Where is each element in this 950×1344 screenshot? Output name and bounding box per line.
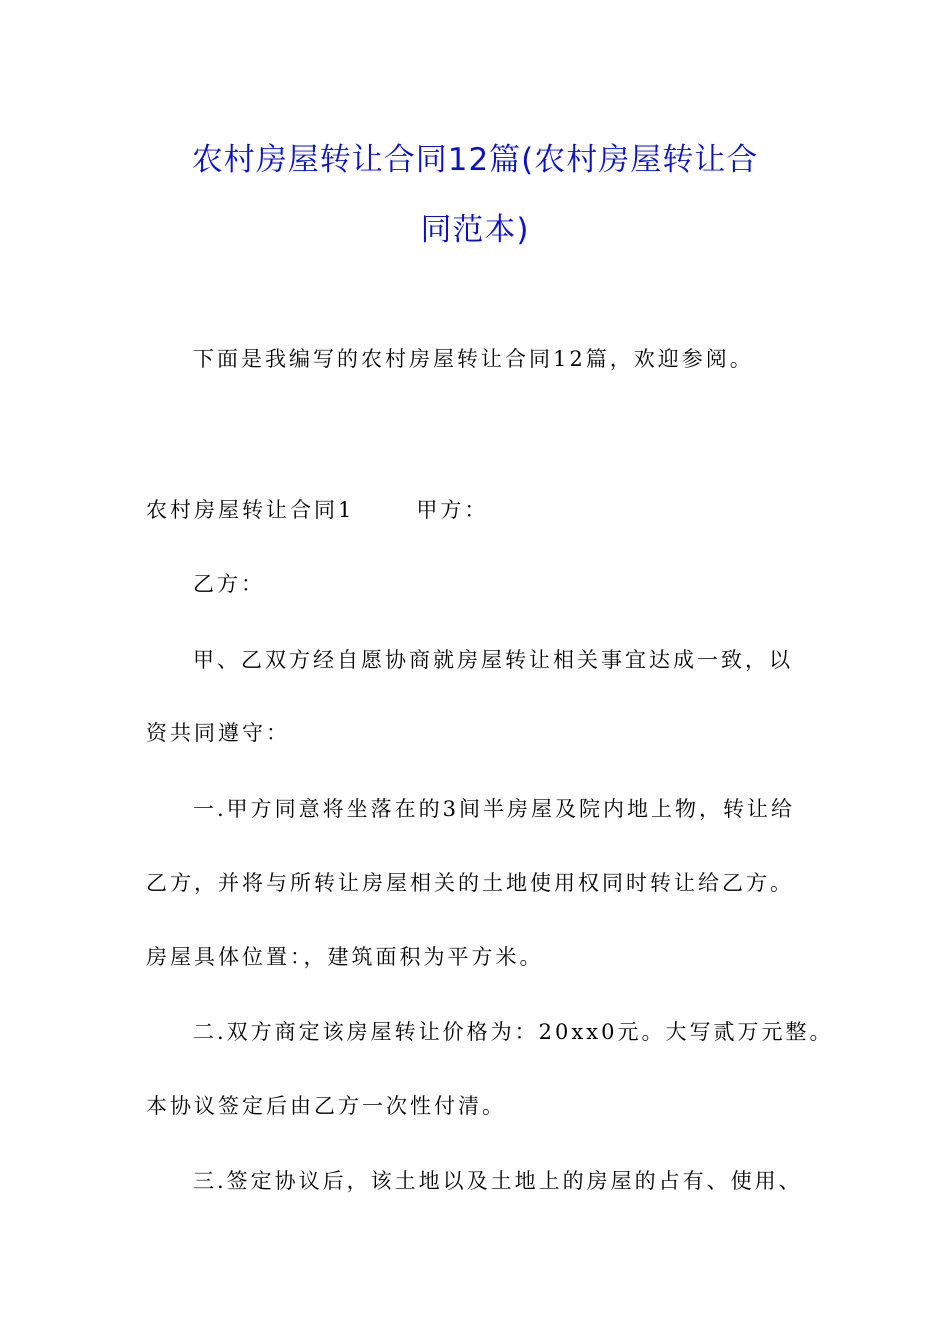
clause-three-line: 三.签定协议后，该土地以及土地上的房屋的占有、使用、 (193, 1169, 803, 1193)
body-line: 甲、乙双方经自愿协商就房屋转让相关事宜达成一致，以 (193, 648, 793, 672)
clause-two-line: 二.双方商定该房屋转让价格为：20xx0元。大写贰万元整。 (193, 1020, 834, 1044)
clause-one-line: 房屋具体位置：，建筑面积为平方米。 (146, 945, 544, 969)
contract-heading: 农村房屋转让合同1 (146, 498, 355, 522)
clause-one-line: 乙方，并将与所转让房屋相关的土地使用权同时转让给乙方。 (146, 871, 794, 895)
clause-two-line: 本协议签定后由乙方一次性付清。 (146, 1094, 506, 1118)
body-line: 资共同遵守： (146, 721, 290, 745)
party-b-label: 乙方： (193, 572, 265, 596)
document-title-line-1: 农村房屋转让合同12篇(农村房屋转让合 (191, 142, 759, 178)
intro-paragraph: 下面是我编写的农村房屋转让合同12篇，欢迎参阅。 (193, 347, 754, 371)
contract-heading-row (146, 495, 488, 525)
document-title-line-2: 同范本) (420, 212, 530, 248)
party-a-label: 甲方： (416, 498, 489, 522)
clause-one-line: 一.甲方同意将坐落在的3间半房屋及院内地上物，转让给 (193, 797, 796, 821)
